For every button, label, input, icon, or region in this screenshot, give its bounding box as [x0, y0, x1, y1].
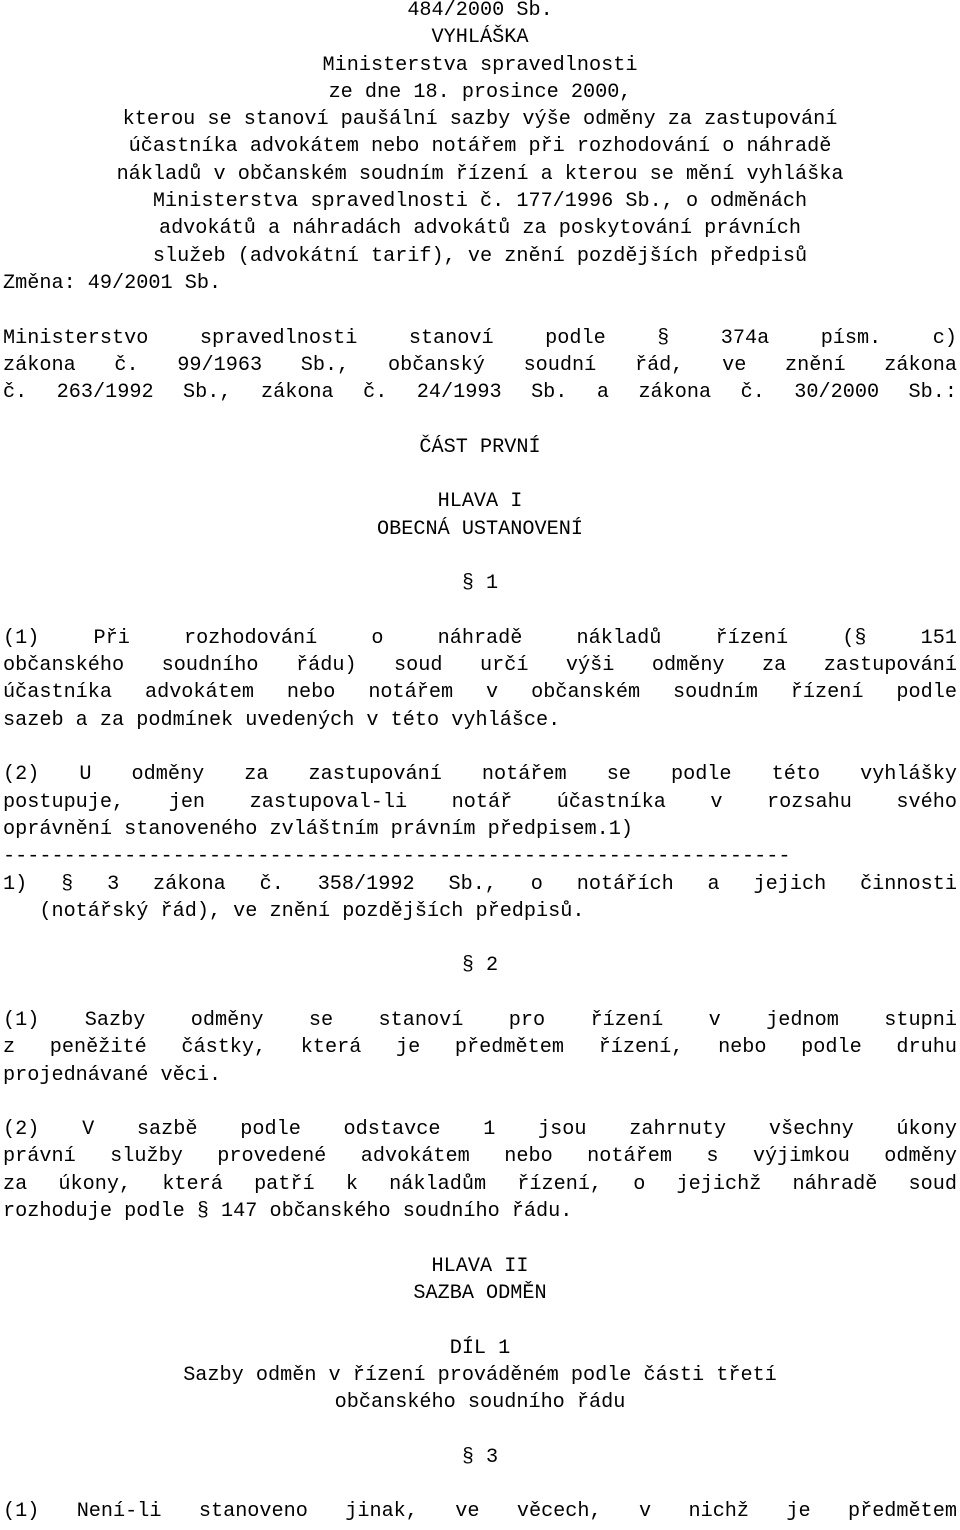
regulation-title-line: advokátů a náhradách advokátů za poskytování právních: [158, 217, 802, 241]
paragraph-line: (2) V sazbě podle odstavce 1 jsou zahrnuty všechny úkony: [3, 1118, 957, 1142]
section-2-paragraph-2: [3, 1116, 957, 1225]
paragraph-line: účastníka advokátem nebo notářem v občanském soudním řízení podle: [3, 681, 957, 705]
head-heading: HLAVA I: [437, 490, 523, 514]
division-title-line: občanského soudního řádu: [334, 1391, 626, 1415]
paragraph-line: občanského soudního řádu) soud určí výši odměny za zastupování: [3, 654, 957, 678]
section-sign: § 1: [461, 572, 499, 596]
head-title: OBECNÁ USTANOVENÍ: [377, 517, 583, 541]
section-sign: § 2: [461, 954, 499, 978]
preamble: [3, 325, 957, 407]
paragraph-line: projednávané věci.: [3, 1063, 222, 1087]
paragraph-line: (2) U odměny za zastupování notářem se podle této vyhlášky: [3, 763, 957, 787]
paragraph-line: (1) Sazby odměny se stanoví pro řízení v jednom stupni: [3, 1008, 957, 1032]
section-1-paragraph-2: [3, 761, 957, 843]
division-heading: DÍL 1: [449, 1336, 511, 1360]
footnote-line: 1) § 3 zákona č. 358/1992 Sb., o notářích a jejich činnosti: [3, 872, 957, 896]
head-title: SAZBA ODMĚN: [413, 1281, 547, 1305]
amendment-note: Změna: 49/2001 Sb.: [3, 271, 222, 295]
regulation-title-line: kterou se stanoví paušální sazby výše odměny za zastupování: [122, 108, 838, 132]
regulation-issuer: Ministerstva spravedlnosti: [322, 53, 638, 77]
document-header: [3, 0, 957, 297]
division-title-line: Sazby odměn v řízení prováděném podle části třetí: [183, 1363, 777, 1387]
regulation-date: ze dne 18. prosince 2000,: [328, 80, 632, 104]
section-sign: § 3: [461, 1445, 499, 1469]
paragraph-line: právní služby provedené advokátem nebo notářem s výjimkou odměny: [3, 1145, 957, 1169]
paragraph-line: rozhoduje podle § 147 občanského soudního řádu.: [3, 1200, 573, 1224]
regulation-title-line: účastníka advokátem nebo notářem při rozhodování o náhradě: [128, 135, 832, 159]
section-2-paragraph-1: [3, 1007, 957, 1089]
paragraph-line: (1) Při rozhodování o náhradě nákladů řízení (§ 151: [3, 626, 957, 650]
paragraph-line: (1) Není-li stanoveno jinak, ve věcech, v nichž je předmětem: [3, 1500, 957, 1524]
regulation-title-line: nákladů v občanském soudním řízení a kterou se mění vyhláška: [116, 162, 844, 186]
paragraph-line: z peněžité částky, která je předmětem řízení, nebo podle druhu: [3, 1036, 957, 1060]
section-1-paragraph-1: [3, 625, 957, 734]
paragraph-line: oprávnění stanoveného zvláštním právním předpisem.1): [3, 817, 633, 841]
regulation-title-line: služeb (advokátní tarif), ve znění pozdějších předpisů: [152, 244, 808, 268]
part-heading: ČÁST PRVNÍ: [419, 435, 541, 459]
footnote: [3, 871, 957, 926]
regulation-type: VYHLÁŠKA: [431, 26, 529, 50]
paragraph-line: sazeb a za podmínek uvedených v této vyhlášce.: [3, 708, 561, 732]
regulation-number: 484/2000 Sb.: [407, 0, 553, 22]
preamble-line: zákona č. 99/1963 Sb., občanský soudní řád, ve znění zákona: [3, 353, 957, 377]
head-heading: HLAVA II: [431, 1254, 529, 1278]
preamble-line: Ministerstvo spravedlnosti stanoví podle § 374a písm. c): [3, 326, 957, 350]
footnote-divider: -----------------------------------------------------------------: [3, 845, 791, 869]
footnote-line: (notářský řád), ve znění pozdějších předpisů.: [3, 899, 585, 923]
regulation-title-line: Ministerstva spravedlnosti č. 177/1996 Sb., o odměnách: [152, 190, 808, 214]
paragraph-line: za úkony, která patří k nákladům řízení, o jejichž náhradě soud: [3, 1172, 957, 1196]
paragraph-line: postupuje, jen zastupoval-li notář účastníka v rozsahu svého: [3, 790, 957, 814]
document-page: [3, 0, 957, 1526]
preamble-line: č. 263/1992 Sb., zákona č. 24/1993 Sb. a zákona č. 30/2000 Sb.:: [3, 381, 957, 405]
